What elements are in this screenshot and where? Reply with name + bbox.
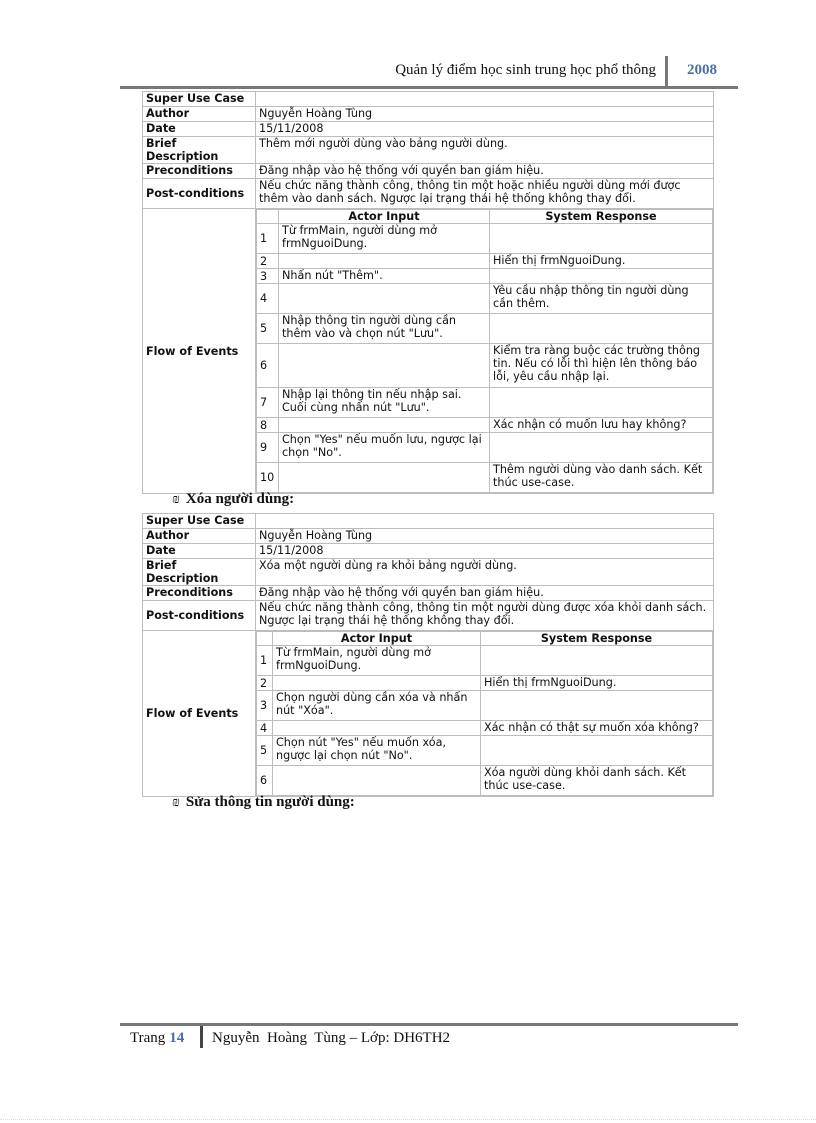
label-preconditions: Preconditions (143, 586, 256, 601)
step-number: 1 (257, 224, 279, 254)
step-number: 9 (257, 433, 279, 463)
flow-row (257, 224, 713, 254)
label-super-use-case: Super Use Case (143, 514, 256, 529)
flow-header-actor: Actor Input (279, 210, 490, 224)
header-divider (665, 56, 668, 86)
flow-row (257, 269, 713, 284)
footer-page (130, 1030, 184, 1047)
actor-input (279, 344, 490, 388)
system-response: Kiểm tra ràng buộc các trường thông tin. Nếu có lỗi thì hiện lên thông báo lỗi, yêu cầu nhập lại. (490, 344, 713, 388)
flow-row (257, 766, 713, 796)
flow-row (257, 314, 713, 344)
label-post-conditions: Post-conditions (143, 179, 256, 209)
value-date: 15/11/2008 (256, 544, 714, 559)
step-number: 6 (257, 344, 279, 388)
value-brief-description: Xóa một người dùng ra khỏi bảng người dùng. (256, 559, 714, 586)
actor-input (273, 721, 481, 736)
footer-page-label: Trang (130, 1030, 166, 1046)
step-number: 3 (257, 691, 273, 721)
step-number: 2 (257, 676, 273, 691)
value-author: Nguyễn Hoàng Tùng (256, 107, 714, 122)
section-bullet-icon: ₪ (172, 794, 180, 809)
step-number: 1 (257, 646, 273, 676)
step-number: 10 (257, 463, 279, 493)
value-date: 15/11/2008 (256, 122, 714, 137)
flow-row (257, 388, 713, 418)
actor-input: Chọn người dùng cần xóa và nhấn nút "Xóa". (273, 691, 481, 721)
actor-input: Nhập lại thông tin nếu nhập sai. Cuối cùng nhấn nút "Lưu". (279, 388, 490, 418)
label-flow-of-events: Flow of Events (143, 631, 256, 797)
value-super-use-case (256, 92, 714, 107)
system-response (481, 646, 713, 676)
flow-row (257, 344, 713, 388)
label-date: Date (143, 544, 256, 559)
step-number: 5 (257, 314, 279, 344)
flow-row (257, 463, 713, 493)
flow-row (257, 676, 713, 691)
flow-of-events-cell (256, 631, 714, 797)
step-number: 5 (257, 736, 273, 766)
flow-table (256, 631, 713, 796)
system-response: Xóa người dùng khỏi danh sách. Kết thúc use-case. (481, 766, 713, 796)
flow-row (257, 721, 713, 736)
system-response: Hiển thị frmNguoiDung. (481, 676, 713, 691)
actor-input (279, 463, 490, 493)
value-preconditions: Đăng nhập vào hệ thống với quyền ban giám hiệu. (256, 164, 714, 179)
system-response (490, 224, 713, 254)
system-response (490, 269, 713, 284)
usecase-table-add-user (142, 91, 714, 494)
value-author: Nguyễn Hoàng Tùng (256, 529, 714, 544)
system-response (490, 314, 713, 344)
actor-input: Từ frmMain, người dùng mở frmNguoiDung. (279, 224, 490, 254)
label-author: Author (143, 107, 256, 122)
footer-rule (120, 1023, 738, 1026)
system-response (490, 388, 713, 418)
flow-header-number (257, 632, 273, 646)
actor-input (273, 766, 481, 796)
system-response (490, 433, 713, 463)
step-number: 8 (257, 418, 279, 433)
label-author: Author (143, 529, 256, 544)
flow-header-system: System Response (481, 632, 713, 646)
section-heading-delete-user (172, 491, 294, 508)
step-number: 7 (257, 388, 279, 418)
label-brief-description: Brief Description (143, 137, 256, 164)
label-flow-of-events: Flow of Events (143, 209, 256, 494)
system-response (481, 691, 713, 721)
flow-header-actor: Actor Input (273, 632, 481, 646)
label-preconditions: Preconditions (143, 164, 256, 179)
actor-input (279, 284, 490, 314)
footer-author-info (212, 1030, 450, 1047)
footer-author: Nguyễn Hoàng Tùng (212, 1030, 346, 1046)
step-number: 3 (257, 269, 279, 284)
flow-row (257, 433, 713, 463)
value-post-conditions: Nếu chức năng thành công, thông tin một hoặc nhiều người dùng mới được thêm vào danh sách. Ngược lại trạng thái hệ thống không thay đổi. (256, 179, 714, 209)
value-preconditions: Đăng nhập vào hệ thống với quyền ban giám hiệu. (256, 586, 714, 601)
label-super-use-case: Super Use Case (143, 92, 256, 107)
flow-row (257, 736, 713, 766)
system-response: Xác nhận có thật sự muốn xóa không? (481, 721, 713, 736)
footer-divider (200, 1026, 203, 1048)
section-heading-edit-user (172, 794, 355, 811)
step-number: 4 (257, 721, 273, 736)
actor-input (279, 418, 490, 433)
actor-input: Từ frmMain, người dùng mở frmNguoiDung. (273, 646, 481, 676)
header-year: 2008 (687, 62, 717, 78)
value-brief-description: Thêm mới người dùng vào bảng người dùng. (256, 137, 714, 164)
flow-header-system: System Response (490, 210, 713, 224)
step-number: 2 (257, 254, 279, 269)
system-response: Hiển thị frmNguoiDung. (490, 254, 713, 269)
step-number: 6 (257, 766, 273, 796)
flow-row (257, 254, 713, 269)
flow-of-events-cell (256, 209, 714, 494)
flow-row (257, 418, 713, 433)
header-title: Quản lý điểm học sinh trung học phổ thông (395, 62, 656, 78)
footer-page-number: 14 (169, 1030, 185, 1046)
value-super-use-case (256, 514, 714, 529)
actor-input (273, 676, 481, 691)
usecase-table-delete-user (142, 513, 714, 797)
actor-input: Nhấn nút "Thêm". (279, 269, 490, 284)
step-number: 4 (257, 284, 279, 314)
label-date: Date (143, 122, 256, 137)
value-post-conditions: Nếu chức năng thành công, thông tin một người dùng được xóa khỏi danh sách. Ngược lại trạng thái hệ thống không thay đổi. (256, 601, 714, 631)
system-response: Thêm người dùng vào danh sách. Kết thúc use-case. (490, 463, 713, 493)
page-bottom-edge (0, 1119, 816, 1120)
section-title: Sửa thông tin người dùng: (185, 794, 355, 810)
actor-input: Nhập thông tin người dùng cần thêm vào và chọn nút "Lưu". (279, 314, 490, 344)
flow-table (256, 209, 713, 493)
actor-input: Chọn nút "Yes" nếu muốn xóa, ngược lại chọn nút "No". (273, 736, 481, 766)
section-title: Xóa người dùng: (185, 491, 295, 507)
footer-class: – Lớp: DH6TH2 (349, 1030, 451, 1046)
system-response (481, 736, 713, 766)
system-response: Yêu cầu nhập thông tin người dùng cần thêm. (490, 284, 713, 314)
system-response: Xác nhận có muốn lưu hay không? (490, 418, 713, 433)
actor-input: Chọn "Yes" nếu muốn lưu, ngược lại chọn "No". (279, 433, 490, 463)
actor-input (279, 254, 490, 269)
header-rule (120, 86, 738, 89)
flow-row (257, 691, 713, 721)
label-post-conditions: Post-conditions (143, 601, 256, 631)
flow-header-number (257, 210, 279, 224)
flow-row (257, 646, 713, 676)
label-brief-description: Brief Description (143, 559, 256, 586)
flow-row (257, 284, 713, 314)
section-bullet-icon: ₪ (172, 491, 180, 506)
